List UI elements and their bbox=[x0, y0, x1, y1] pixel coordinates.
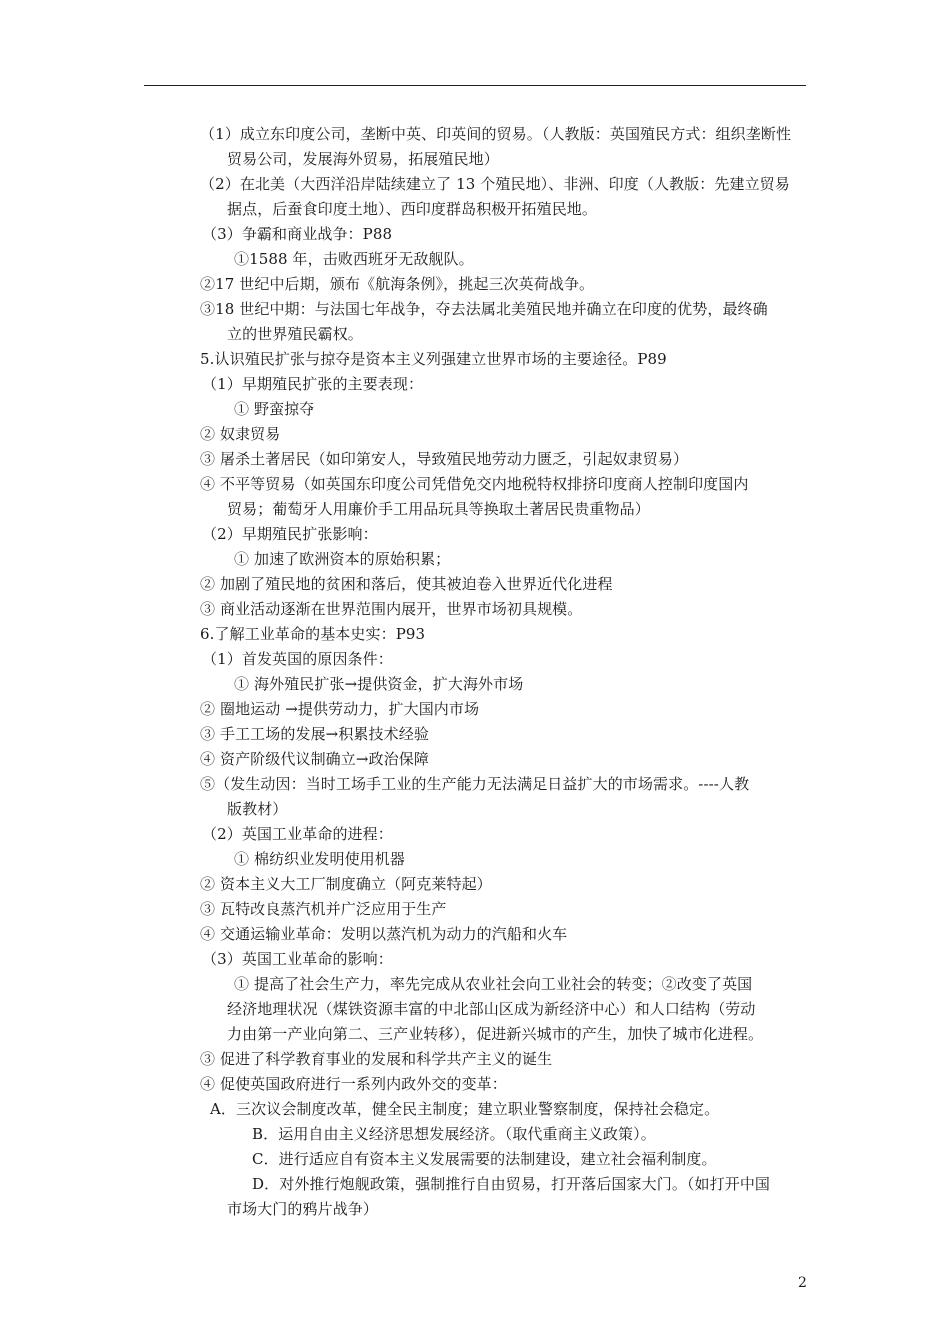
text-line: （1）早期殖民扩张的主要表现： bbox=[202, 375, 424, 393]
text-line: ④ 交通运输业革命：发明以蒸汽机为动力的汽船和火车 bbox=[200, 925, 568, 943]
text-line: 据点，后蚕食印度土地）、西印度群岛积极开拓殖民地。 bbox=[227, 200, 598, 218]
text-line: ①1588 年，击败西班牙无敌舰队。 bbox=[234, 250, 474, 268]
text-line: D．对外推行炮舰政策，强制推行自由贸易，打开落后国家大门。（如打开中国 bbox=[252, 1175, 771, 1193]
text-line: ② 加剧了殖民地的贫困和落后，使其被迫卷入世界近代化进程 bbox=[200, 575, 613, 593]
text-line: ④ 不平等贸易（如英国东印度公司凭借免交内地税特权排挤印度商人控制印度国内 bbox=[200, 475, 749, 493]
text-line: （2）英国工业革命的进程： bbox=[202, 825, 393, 843]
text-line: ② 资本主义大工厂制度确立（阿克莱特起） bbox=[200, 875, 492, 893]
text-line: ① 野蛮掠夺 bbox=[234, 400, 315, 418]
text-line: ② 奴隶贸易 bbox=[200, 425, 281, 443]
text-line: （3）争霸和商业战争：P88 bbox=[202, 225, 393, 243]
text-line: ③ 瓦特改良蒸汽机并广泛应用于生产 bbox=[200, 900, 447, 918]
text-line: 版教材） bbox=[227, 800, 288, 818]
text-line: ④ 促使英国政府进行一系列内政外交的变革： bbox=[200, 1075, 507, 1093]
text-line: ⑤（发生动因：当时工场手工业的生产能力无法满足日益扩大的市场需求。----人教 bbox=[200, 775, 750, 793]
text-line: （2）在北美（大西洋沿岸陆续建立了 13 个殖民地）、非洲、印度（人教版：先建立贸易 bbox=[200, 175, 790, 193]
text-line: 贸易公司，发展海外贸易，拓展殖民地） bbox=[227, 150, 499, 168]
text-line: （1）首发英国的原因条件： bbox=[202, 650, 393, 668]
text-line: ② 圈地运动 →提供劳动力，扩大国内市场 bbox=[200, 700, 480, 718]
header-rule bbox=[144, 85, 806, 86]
text-line: B．运用自由主义经济思想发展经济。（取代重商主义政策）。 bbox=[252, 1125, 656, 1143]
text-line: （2）早期殖民扩张影响： bbox=[202, 525, 378, 543]
text-line: C．进行适应自有资本主义发展需要的法制建设，建立社会福利制度。 bbox=[252, 1150, 717, 1168]
text-line: 6.了解工业革命的基本史实：P93 bbox=[200, 625, 426, 643]
text-line: 5.认识殖民扩张与掠夺是资本主义列强建立世界市场的主要途径。P89 bbox=[200, 350, 667, 368]
text-line: ① 棉纺织业发明使用机器 bbox=[234, 850, 405, 868]
text-line: A．三次议会制度改革，健全民主制度；建立职业警察制度，保持社会稳定。 bbox=[210, 1100, 720, 1118]
text-line: ③ 屠杀土著居民（如印第安人，导致殖民地劳动力匮乏，引起奴隶贸易） bbox=[200, 450, 689, 468]
text-line: 贸易；葡萄牙人用廉价手工用品玩具等换取土著居民贵重物品） bbox=[227, 500, 650, 518]
text-line: ① 加速了欧洲资本的原始积累； bbox=[234, 550, 451, 568]
text-line: ③ 手工工场的发展→积累技术经验 bbox=[200, 725, 429, 743]
text-line: 市场大门的鸦片战争） bbox=[227, 1200, 379, 1218]
text-line: （3）英国工业革命的影响： bbox=[202, 950, 393, 968]
text-line: ① 提高了社会生产力，率先完成从农业社会向工业社会的转变；②改变了英国 bbox=[234, 975, 753, 993]
text-line: ③ 促进了科学教育事业的发展和科学共产主义的诞生 bbox=[200, 1050, 553, 1068]
text-line: ① 海外殖民扩张→提供资金，扩大海外市场 bbox=[234, 675, 524, 693]
text-line: ③18 世纪中期：与法国七年战争，夺去法属北美殖民地并确立在印度的优势，最终确 bbox=[200, 300, 768, 318]
text-line: 立的世界殖民霸权。 bbox=[227, 325, 363, 343]
page-number: 2 bbox=[798, 1275, 807, 1291]
text-line: 力由第一产业向第二、三产业转移），促进新兴城市的产生，加快了城市化进程。 bbox=[227, 1025, 764, 1043]
text-line: ④ 资产阶级代议制确立→政治保障 bbox=[200, 750, 429, 768]
text-line: ②17 世纪中后期，颁布《航海条例》，挑起三次英荷战争。 bbox=[200, 275, 595, 293]
text-line: 经济地理状况（煤铁资源丰富的中北部山区成为新经济中心）和人口结构（劳动 bbox=[227, 1000, 756, 1018]
text-line: （1）成立东印度公司，垄断中英、印英间的贸易。（人教版：英国殖民方式：组织垄断性 bbox=[200, 125, 792, 143]
text-line: ③ 商业活动逐渐在世界范围内展开，世界市场初具规模。 bbox=[200, 600, 583, 618]
